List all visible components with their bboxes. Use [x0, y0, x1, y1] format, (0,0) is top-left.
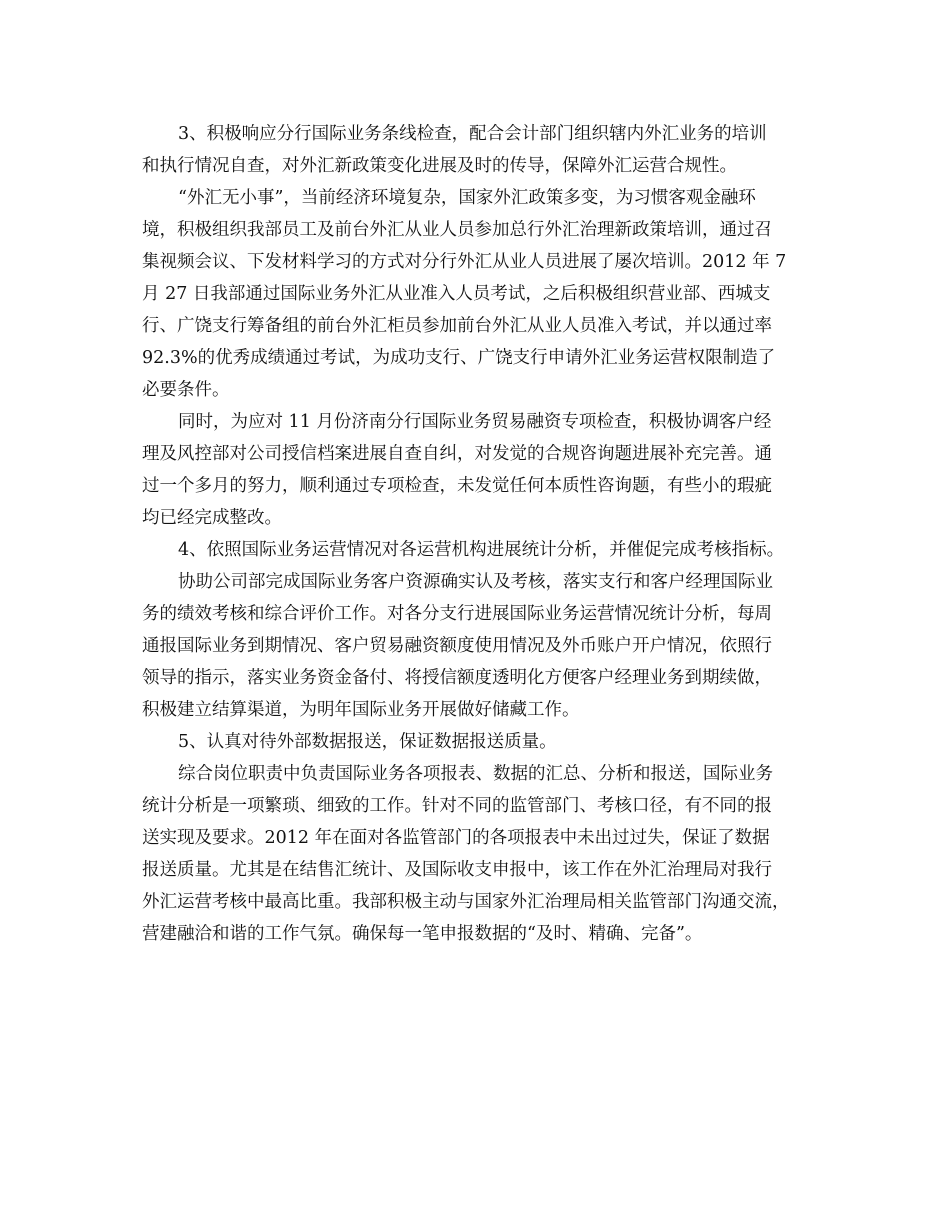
paragraph-assessment — [142, 566, 824, 726]
paragraph-line: 统计分析是一项繁琐、细致的工作。针对不同的监管部门、考核口径，有不同的报 — [142, 796, 772, 816]
paragraph-line: 综合岗位职责中负责国际业务各项报表、数据的汇总、分析和报送，国际业务 — [178, 764, 773, 784]
paragraph-line: 理及风控部对公司授信档案进展自查自纠，对发觉的合规咨询题进展补充完善。通 — [142, 444, 772, 464]
paragraph-line: 必要条件。 — [142, 380, 230, 400]
paragraph-line: 领导的指示，落实业务资金备付、将授信额度透明化方便客户经理业务到期续做， — [142, 668, 772, 688]
paragraph-special-inspection — [142, 406, 824, 534]
paragraph-line: 同时，为应对 11 月份济南分行国际业务贸易融资专项检查，积极协调客户经 — [178, 412, 772, 432]
paragraph-line: 92.3%的优秀成绩通过考试，为成功支行、广饶支行申请外汇业务运营权限制造了 — [142, 348, 776, 368]
paragraph-fx-training — [142, 182, 824, 406]
paragraph-line: 通报国际业务到期情况、客户贸易融资额度使用情况及外币账户开户情况，依照行 — [142, 636, 772, 656]
paragraph-line: 3、积极响应分行国际业务条线检查，配合会计部门组织辖内外汇业务的培训 — [178, 124, 767, 144]
paragraph-item-5 — [142, 726, 824, 758]
paragraph-line: 月 27 日我部通过国际业务外汇从业准入人员考试，之后积极组织营业部、西城支 — [142, 284, 771, 304]
paragraph-line: “外汇无小事”，当前经济环境复杂，国家外汇政策多变，为习惯客观金融环 — [178, 188, 756, 208]
paragraph-line: 报送质量。尤其是在结售汇统计、及国际收支申报中，该工作在外汇治理局对我行 — [142, 860, 772, 880]
paragraph-line: 5、认真对待外部数据报送，保证数据报送质量。 — [178, 732, 557, 752]
paragraph-line: 送实现及要求。2012 年在面对各监管部门的各项报表中未出过过失，保证了数据 — [142, 828, 770, 848]
paragraph-line: 境，积极组织我部员工及前台外汇从业人员参加总行外汇治理新政策培训，通过召 — [142, 220, 772, 240]
paragraph-data-reporting — [142, 758, 824, 950]
paragraph-line: 积极建立结算渠道，为明年国际业务开展做好储藏工作。 — [142, 700, 580, 720]
paragraph-line: 过一个多月的努力，顺利通过专项检查，未发觉任何本质性咨询题，有些小的瑕疵 — [142, 476, 772, 496]
paragraph-line: 务的绩效考核和综合评价工作。对各分支行进展国际业务运营情况统计分析，每周 — [142, 604, 772, 624]
paragraph-line: 协助公司部完成国际业务客户资源确实认及考核，落实支行和客户经理国际业 — [178, 572, 773, 592]
paragraph-line: 均已经完成整改。 — [142, 508, 282, 528]
paragraph-line: 外汇运营考核中最高比重。我部积极主动与国家外汇治理局相关监管部门沟通交流， — [142, 892, 790, 912]
paragraph-line: 行、广饶支行筹备组的前台外汇柜员参加前台外汇从业人员准入考试，并以通过率 — [142, 316, 772, 336]
paragraph-line: 营建融洽和谐的工作气氛。确保每一笔申报数据的“及时、精确、完备”。 — [142, 924, 703, 944]
paragraph-line: 和执行情况自查，对外汇新政策变化进展及时的传导，保障外汇运营合规性。 — [142, 156, 737, 176]
paragraph-line: 4、依照国际业务运营情况对各运营机构进展统计分析，并催促完成考核指标。 — [178, 540, 785, 560]
paragraph-item-4 — [142, 534, 824, 566]
document-body — [142, 118, 824, 950]
paragraph-line: 集视频会议、下发材料学习的方式对分行外汇从业人员进展了屡次培训。2012 年 7 — [142, 252, 787, 272]
paragraph-item-3 — [142, 118, 824, 182]
